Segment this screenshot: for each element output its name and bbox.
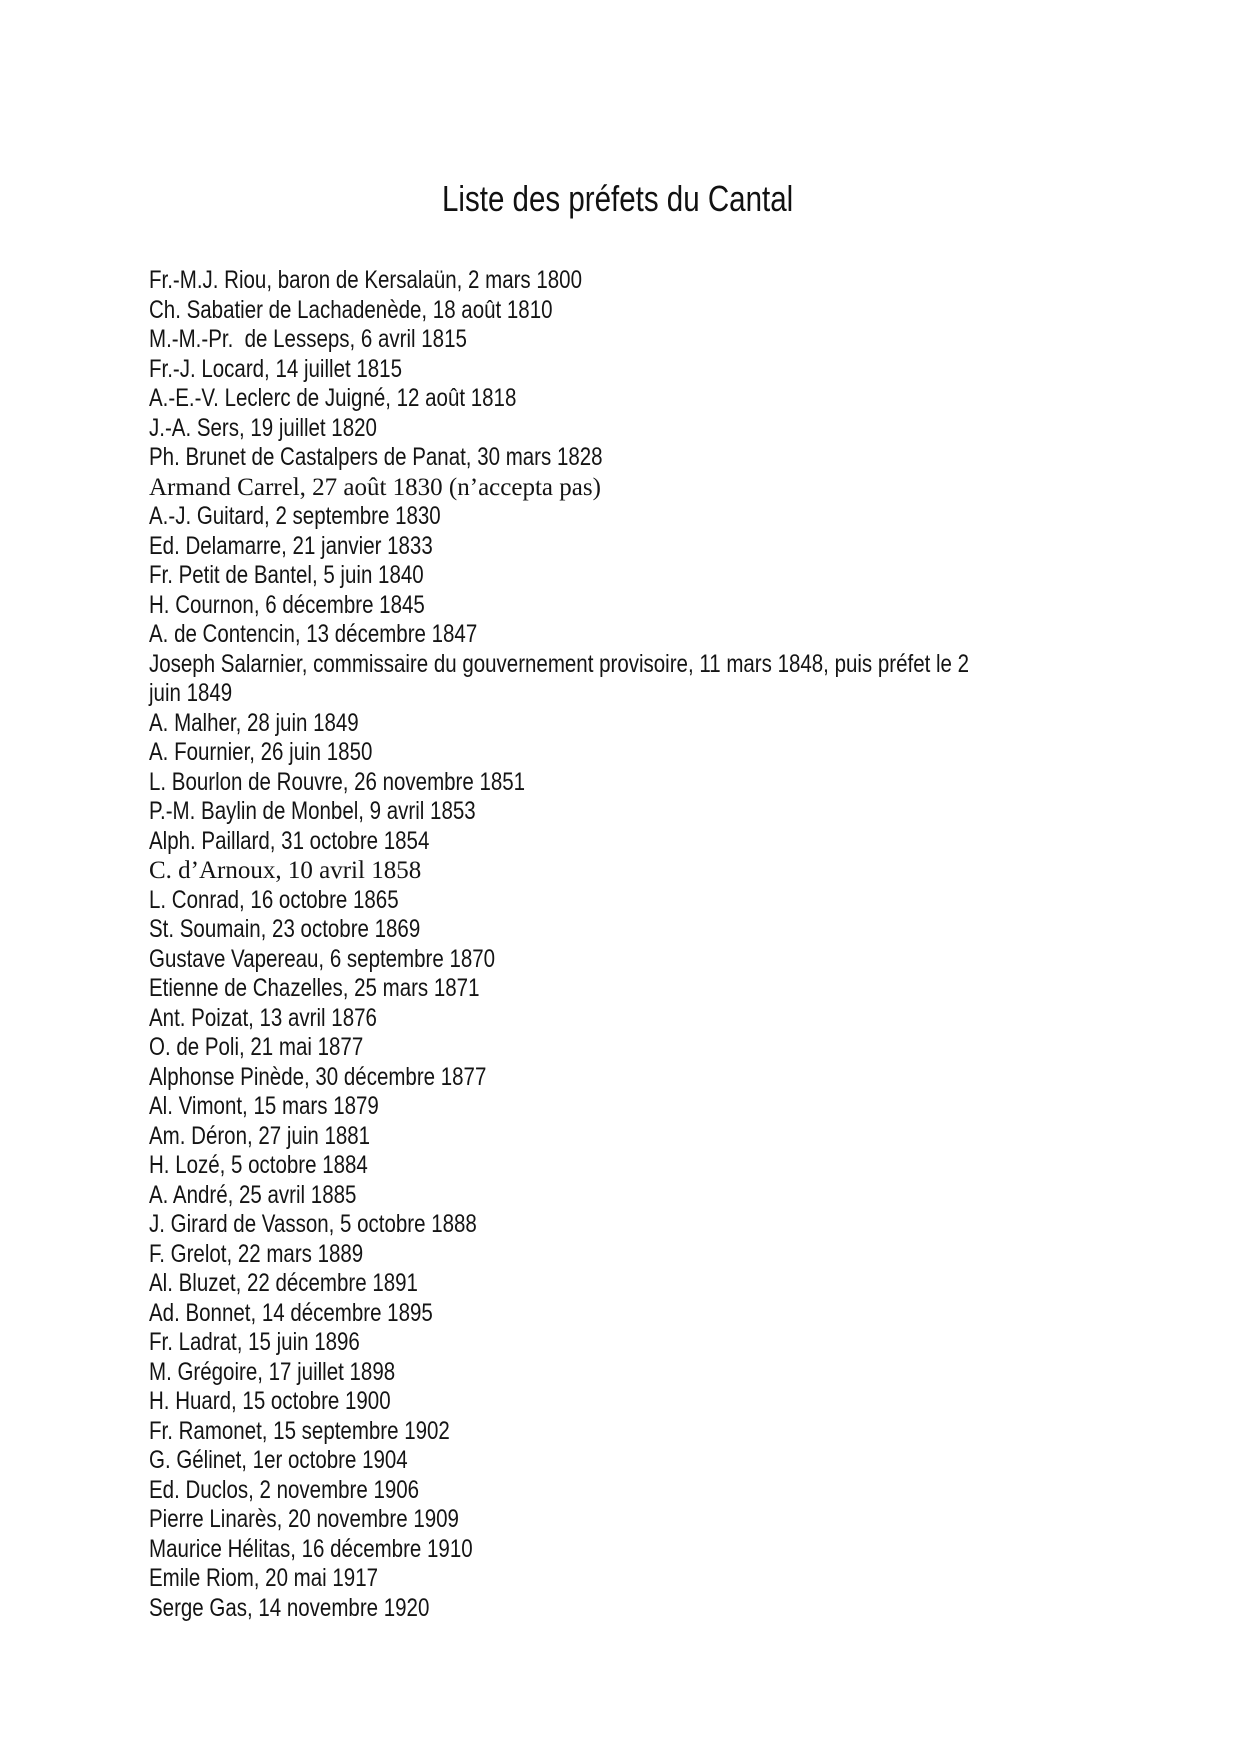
list-item bbox=[149, 1151, 1229, 1181]
list-item bbox=[149, 414, 1229, 444]
list-item-text: Ph. Brunet de Castalpers de Panat, 30 mars 1828 bbox=[149, 443, 603, 471]
list-item bbox=[149, 679, 1229, 709]
list-item-text: Armand Carrel, 27 août 1830 (n’accepta pas) bbox=[149, 473, 601, 501]
list-item-text: Gustave Vapereau, 6 septembre 1870 bbox=[149, 944, 496, 973]
list-item-text: Al. Vimont, 15 mars 1879 bbox=[149, 1092, 379, 1120]
list-item-text: A. André, 25 avril 1885 bbox=[149, 1180, 357, 1209]
list-item bbox=[149, 768, 1229, 798]
list-item-text: Am. Déron, 27 juin 1881 bbox=[149, 1121, 371, 1150]
list-item-text: Pierre Linarès, 20 novembre 1909 bbox=[149, 1505, 459, 1533]
list-item-text: M. Grégoire, 17 juillet 1898 bbox=[149, 1357, 396, 1386]
list-item-text: Fr. Ramonet, 15 septembre 1902 bbox=[149, 1416, 450, 1445]
page-title bbox=[442, 180, 870, 218]
list-item-text: Alph. Paillard, 31 octobre 1854 bbox=[149, 826, 430, 855]
list-item bbox=[149, 915, 1229, 945]
list-item bbox=[149, 532, 1229, 562]
list-item bbox=[149, 266, 1229, 296]
list-item-text: P.-M. Baylin de Monbel, 9 avril 1853 bbox=[149, 797, 476, 825]
list-item bbox=[149, 1505, 1229, 1535]
list-item bbox=[149, 296, 1229, 326]
list-item-text: Emile Riom, 20 mai 1917 bbox=[149, 1564, 379, 1592]
list-item-text: H. Huard, 15 octobre 1900 bbox=[149, 1387, 391, 1415]
page-title-text: Liste des préfets du Cantal bbox=[442, 178, 794, 219]
list-item bbox=[149, 325, 1229, 355]
list-item-text: A. Fournier, 26 juin 1850 bbox=[149, 738, 373, 766]
list-item-text: Ed. Delamarre, 21 janvier 1833 bbox=[149, 531, 433, 560]
list-item-text: M.-M.-Pr. de Lesseps, 6 avril 1815 bbox=[149, 325, 467, 353]
list-item-text: L. Bourlon de Rouvre, 26 novembre 1851 bbox=[149, 767, 526, 796]
list-item-text: Etienne de Chazelles, 25 mars 1871 bbox=[149, 974, 480, 1002]
list-item-text: A.-J. Guitard, 2 septembre 1830 bbox=[149, 502, 441, 530]
list-item bbox=[149, 1535, 1229, 1565]
list-item-text: Maurice Hélitas, 16 décembre 1910 bbox=[149, 1534, 473, 1563]
list-item bbox=[149, 650, 1229, 680]
list-item-text: Fr. Petit de Bantel, 5 juin 1840 bbox=[149, 561, 424, 589]
list-item bbox=[149, 1092, 1229, 1122]
list-item-text: J.-A. Sers, 19 juillet 1820 bbox=[149, 413, 377, 442]
list-item bbox=[149, 1240, 1229, 1270]
list-item-text: A. Malher, 28 juin 1849 bbox=[149, 708, 359, 737]
list-item bbox=[149, 797, 1229, 827]
list-item bbox=[149, 591, 1229, 621]
list-item-text: Fr.-J. Locard, 14 juillet 1815 bbox=[149, 354, 402, 383]
list-item bbox=[149, 502, 1229, 532]
list-item-text: Alphonse Pinède, 30 décembre 1877 bbox=[149, 1062, 487, 1091]
list-item-text: O. de Poli, 21 mai 1877 bbox=[149, 1033, 364, 1061]
list-item bbox=[149, 384, 1229, 414]
list-item bbox=[149, 1181, 1229, 1211]
list-item-text: Serge Gas, 14 novembre 1920 bbox=[149, 1593, 430, 1622]
list-item bbox=[149, 1210, 1229, 1240]
list-item bbox=[149, 1476, 1229, 1506]
list-item bbox=[149, 709, 1229, 739]
list-item bbox=[149, 945, 1229, 975]
list-item bbox=[149, 974, 1229, 1004]
list-item bbox=[149, 355, 1229, 385]
list-item bbox=[149, 1004, 1229, 1034]
list-item-text: A.-E.-V. Leclerc de Juigné, 12 août 1818 bbox=[149, 384, 517, 412]
list-item bbox=[149, 886, 1229, 916]
list-item bbox=[149, 1417, 1229, 1447]
list-item bbox=[149, 738, 1229, 768]
prefect-list bbox=[149, 266, 1229, 1623]
list-item bbox=[149, 1328, 1229, 1358]
list-item-text: Ant. Poizat, 13 avril 1876 bbox=[149, 1003, 377, 1032]
list-item-text: Fr. Ladrat, 15 juin 1896 bbox=[149, 1328, 360, 1356]
list-item bbox=[149, 473, 1229, 503]
list-item-text: L. Conrad, 16 octobre 1865 bbox=[149, 885, 399, 914]
list-item bbox=[149, 443, 1229, 473]
list-item bbox=[149, 1446, 1229, 1476]
list-item bbox=[149, 1594, 1229, 1624]
list-item bbox=[149, 1564, 1229, 1594]
list-item-text: H. Cournon, 6 décembre 1845 bbox=[149, 590, 425, 619]
list-item bbox=[149, 620, 1229, 650]
list-item-text: A. de Contencin, 13 décembre 1847 bbox=[149, 620, 478, 648]
list-item-text: Al. Bluzet, 22 décembre 1891 bbox=[149, 1269, 418, 1297]
list-item-text: C. d’Arnoux, 10 avril 1858 bbox=[149, 857, 422, 884]
list-item-text: Joseph Salarnier, commissaire du gouvernement provisoire, 11 mars 1848, puis préfet le 2 bbox=[149, 649, 970, 678]
list-item-text: Fr.-M.J. Riou, baron de Kersalaün, 2 mars 1800 bbox=[149, 266, 582, 294]
list-item-text: J. Girard de Vasson, 5 octobre 1888 bbox=[149, 1210, 477, 1238]
list-item bbox=[149, 1358, 1229, 1388]
list-item-text: juin 1849 bbox=[149, 679, 233, 707]
list-item bbox=[149, 1063, 1229, 1093]
list-item-text: G. Gélinet, 1er octobre 1904 bbox=[149, 1446, 408, 1474]
list-item bbox=[149, 1269, 1229, 1299]
list-item bbox=[149, 1122, 1229, 1152]
list-item bbox=[149, 1387, 1229, 1417]
list-item bbox=[149, 1033, 1229, 1063]
list-item-text: St. Soumain, 23 octobre 1869 bbox=[149, 915, 421, 943]
list-item-text: H. Lozé, 5 octobre 1884 bbox=[149, 1151, 368, 1179]
list-item bbox=[149, 561, 1229, 591]
list-item-text: Ed. Duclos, 2 novembre 1906 bbox=[149, 1475, 420, 1504]
list-item-text: Ad. Bonnet, 14 décembre 1895 bbox=[149, 1298, 433, 1327]
list-item-text: F. Grelot, 22 mars 1889 bbox=[149, 1239, 364, 1268]
list-item bbox=[149, 856, 1229, 886]
list-item bbox=[149, 827, 1229, 857]
list-item-text: Ch. Sabatier de Lachadenède, 18 août 1810 bbox=[149, 295, 553, 324]
list-item bbox=[149, 1299, 1229, 1329]
